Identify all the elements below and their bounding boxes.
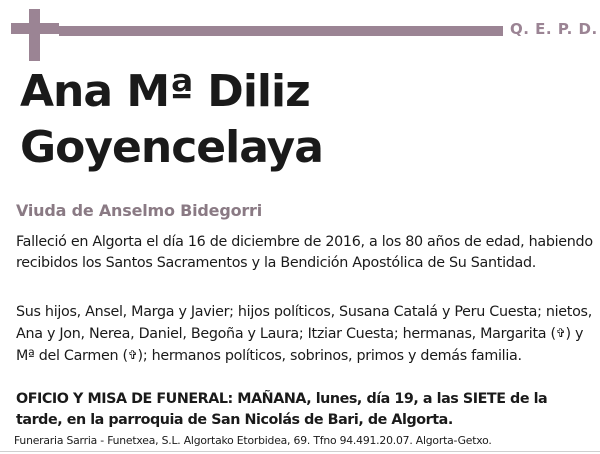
cross-vertical-beam — [29, 9, 40, 61]
widow-subtitle: Viuda de Anselmo Bidegorri — [16, 201, 263, 220]
death-notice-paragraph: Falleció en Algorta el día 16 de diciembre de 2016, a los 80 años de edad, habiendo recibidos los Santos Sacramentos y la Bendición Apostólica de Su Santidad. — [16, 234, 593, 271]
qepd-label: Q. E. P. D. — [510, 20, 598, 38]
cross-horizontal-beam — [11, 23, 59, 34]
deceased-cross-icon: ✞ — [127, 348, 138, 362]
deceased-cross-icon: ✞ — [555, 326, 566, 340]
cross-icon — [11, 9, 59, 61]
funeral-home-footer: Funeraria Sarria - Funetxea, S.L. Algortako Etorbidea, 69. Tfno 94.491.20.07. Algorta-Getxo. — [14, 434, 492, 447]
funeral-paragraph: OFICIO Y MISA DE FUNERAL: MAÑANA, lunes, día 19, a las SIETE de la tarde, en la parroquia de San Nicolás de Bari, de Algorta. — [16, 391, 548, 428]
header-bar — [59, 26, 503, 36]
family-text-part3: ); hermanos políticos, sobrinos, primos y demás familia. — [137, 348, 522, 364]
deceased-name-line2: Goyencelaya — [20, 122, 323, 173]
deceased-name — [20, 64, 580, 176]
family-paragraph — [16, 302, 596, 367]
deceased-name-line1: Ana Mª Diliz — [20, 66, 310, 117]
family-text-part1: Sus hijos, Ansel, Marga y Javier; hijos políticos, Susana Catalá y Peru Cuesta; nietos, Ana y Jon, Nerea, Daniel, Begoña y Laura; Itziar Cuesta; hermanas, Margarita ( — [16, 304, 592, 342]
bottom-rule — [0, 451, 600, 452]
family-text-part2: ) y Mª del Carmen ( — [16, 326, 584, 364]
